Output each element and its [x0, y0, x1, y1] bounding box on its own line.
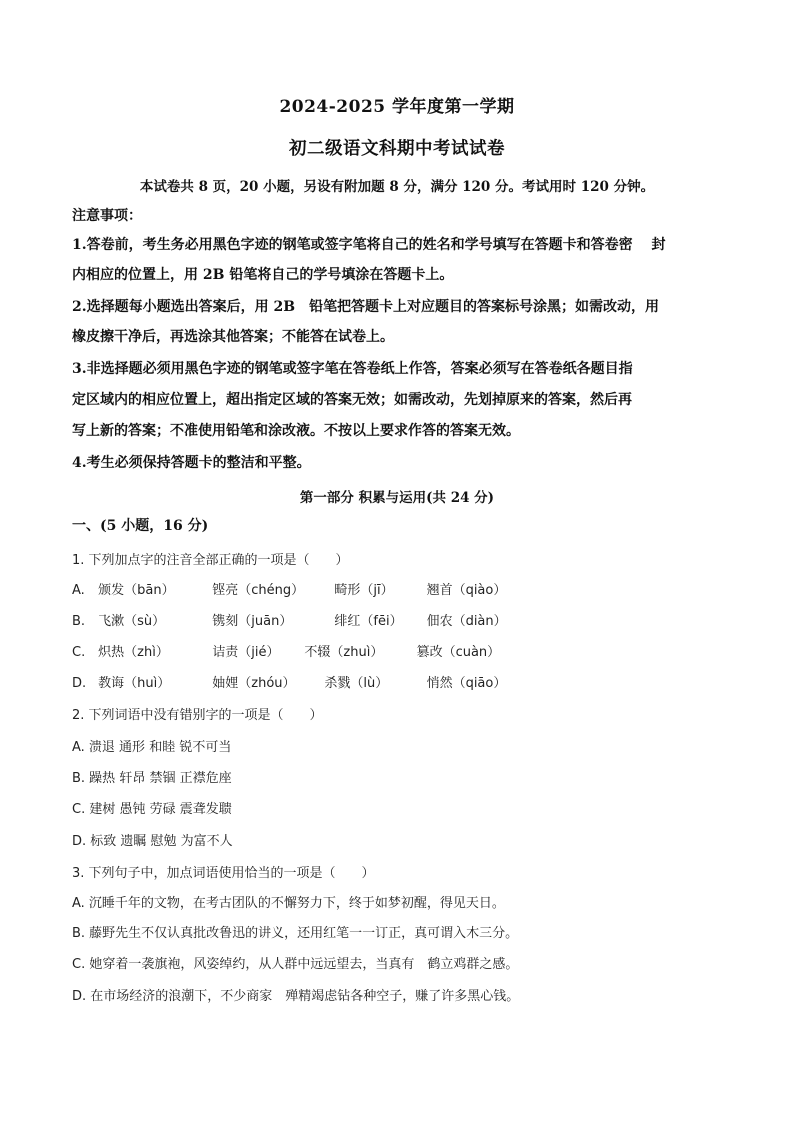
section-1-heading: 一、(5 小题，16 分): [72, 518, 209, 534]
q1-stem: 1. 下列加点字的注音全部正确的一项是（ ）: [72, 553, 349, 568]
exam-info: 本试卷共 8 页，20 小题，另设有附加题 8 分，满分 120 分。考试用时 120 分钟。: [139, 179, 655, 195]
q1-c-word-4: 篡改（cuàn）: [416, 645, 501, 660]
q3-option-a: A. 沉睡千年的文物，在考古团队的不懈努力下，终于如梦初醒，得见天日。: [72, 896, 505, 911]
note-4: 4.考生必须保持答题卡的整洁和平整。: [72, 455, 311, 471]
part-1-heading: 第一部分 积累与运用(共 24 分): [299, 490, 495, 506]
note-2-line-2: 橡皮擦干净后，再选涂其他答案；不能答在试卷上。: [72, 329, 394, 345]
q1-a-word-3: 畸形（jī）: [334, 583, 394, 598]
note-3-line-3: 写上新的答案；不准使用铅笔和涂改液。不按以上要求作答的答案无效。: [72, 423, 520, 439]
q1-d-word-2: 妯娌（zhóu）: [212, 676, 296, 691]
q3-option-c: C. 她穿着一袭旗袍，风姿绰约，从人群中远远望去，当真有 鹤立鸡群之感。: [72, 957, 519, 972]
q1-a-label: A.: [72, 583, 85, 598]
q1-b-label: B.: [72, 614, 86, 629]
q1-c-word-1: 炽热（zhì）: [98, 645, 169, 660]
note-1-line-2: 内相应的位置上，用 2B 铅笔将自己的学号填涂在答题卡上。: [72, 267, 454, 283]
q1-c-word-3: 不辍（zhuì）: [304, 645, 384, 660]
q1-b-word-2: 镌刻（juān）: [212, 614, 293, 629]
exam-title-subject: 初二级语文科期中考试试卷: [289, 139, 505, 159]
q1-d-word-3: 杀戮（lù）: [324, 676, 389, 691]
q2-stem: 2. 下列词语中没有错别字的一项是（ ）: [72, 708, 323, 723]
note-1-line-1: 1.答卷前，考生务必用黑色字迹的钢笔或签字笔将自己的姓名和学号填写在答题卡和答卷密 封: [72, 237, 666, 253]
q1-c-word-2: 诘责（jié）: [212, 645, 280, 660]
q1-c-label: C.: [72, 645, 86, 660]
q1-b-word-3: 绯红（fēi）: [334, 614, 403, 629]
note-2-line-1: 2.选择题每小题选出答案后，用 2B 铅笔把答题卡上对应题目的答案标号涂黑；如需改动，用: [72, 299, 660, 315]
q1-option-a: [72, 579, 726, 598]
q1-a-word-1: 颁发（bān）: [98, 583, 175, 598]
q2-option-d: D. 标致 遗瞩 慰勉 为富不人: [72, 834, 233, 849]
note-3-line-2: 定区域内的相应位置上，超出指定区域的答案无效；如需改动，先划掉原来的答案，然后再: [72, 392, 632, 408]
q3-stem: 3. 下列句子中，加点词语使用恰当的一项是（ ）: [72, 866, 375, 881]
q1-d-label: D.: [72, 676, 87, 691]
q1-option-c: [72, 641, 726, 660]
q1-d-word-1: 教诲（huì）: [98, 676, 171, 691]
q1-a-word-4: 翘首（qiào）: [426, 583, 507, 598]
note-3-line-1: 3.非选择题必须用黑色字迹的钢笔或签字笔在答卷纸上作答，答案必须写在答卷纸各题目指: [72, 361, 633, 377]
q1-b-word-4: 佃农（diàn）: [426, 614, 507, 629]
q2-option-c: C. 建树 愚钝 劳碌 震聋发聩: [72, 802, 232, 817]
q1-option-b: [72, 610, 726, 629]
notes-heading: 注意事项：: [72, 208, 142, 224]
exam-title-year: 2024-2025 学年度第一学期: [279, 97, 515, 117]
q1-d-word-4: 悄然（qiāo）: [426, 676, 507, 691]
q1-b-word-1: 飞漱（sù）: [98, 614, 166, 629]
q3-option-d: D. 在市场经济的浪潮下，不少商家 殚精竭虑钻各种空子，赚了许多黑心钱。: [72, 989, 520, 1004]
q1-option-d: [72, 672, 726, 691]
q2-option-b: B. 躁热 轩昂 禁锢 正襟危座: [72, 771, 232, 786]
q3-option-b: B. 藤野先生不仅认真批改鲁迅的讲义，还用红笔一一订正，真可谓入木三分。: [72, 926, 519, 941]
q1-a-word-2: 铿亮（chéng）: [212, 583, 305, 598]
q2-option-a: A. 溃退 通形 和睦 锐不可当: [72, 740, 232, 755]
